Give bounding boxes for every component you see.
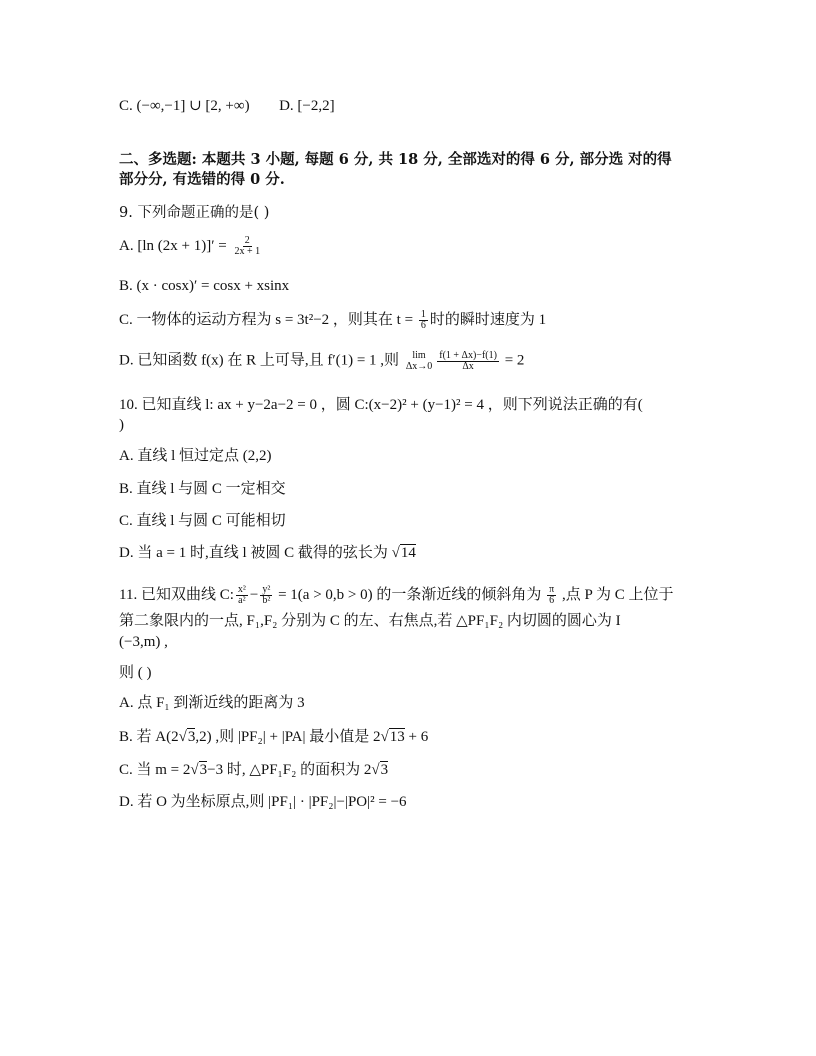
q9-c-num: 1 bbox=[420, 309, 426, 321]
q11-stem-mid: = 1(a > 0,b > 0) 的一条渐近线的倾斜角为 bbox=[274, 587, 546, 603]
q11-option-b: B. 若 A(2√3,2) ,则 |PF₂| + |PA| 最小值是 2√13 + 6 bbox=[119, 729, 429, 745]
q8-option-d: D. [−2,2] bbox=[279, 98, 335, 114]
q9-c-text: C. 一物体的运动方程为 s = 3t²−2 ，则其在 t = bbox=[119, 312, 417, 328]
q11-y-den: b² bbox=[262, 595, 271, 607]
q11-angle-den: 6 bbox=[549, 595, 555, 607]
q11-c-sqrt-2: 3 bbox=[380, 762, 389, 778]
q9-d-text: D. 已知函数 f(x) 在 R 上可导,且 f′(1) = 1 ,则 bbox=[119, 352, 403, 369]
q11-angle-num: π bbox=[549, 584, 555, 596]
q9-c-post: 时的瞬时速度为 1 bbox=[429, 312, 547, 328]
q11-b-pre: B. 若 A(2 bbox=[119, 729, 179, 745]
q9-a-fraction bbox=[232, 236, 262, 257]
q11-c-pre: C. 当 m = 2 bbox=[119, 762, 191, 778]
q11-c-mid: −3 时, △PF₁F₂ 的面积为 2 bbox=[207, 762, 372, 778]
q10-option-d: D. 当 a = 1 时,直线 l 被圆 C 截得的弦长为 √14 bbox=[119, 545, 416, 561]
q11-b-post: + 6 bbox=[404, 729, 429, 745]
q11-x-den: a² bbox=[238, 595, 246, 607]
q11-stem-line-2: 第二象限内的一点, F₁,F₂ 分别为 C 的左、右焦点,若 △PF₁F₂ 内切圆的圆心为 I bbox=[119, 613, 621, 629]
q9-a-den: 2x + 1 bbox=[234, 246, 261, 258]
q9-d-lim: lim bbox=[412, 350, 426, 361]
q9-a-num: 2 bbox=[244, 235, 250, 247]
q10-stem-line-2: ) bbox=[119, 417, 124, 433]
q11-option-d: D. 若 O 为坐标原点,则 |PF₁| · |PF₂|−|PO|² = −6 bbox=[119, 794, 407, 810]
q9-stem: 9. 下列命题正确的是( ) bbox=[119, 205, 270, 221]
q11-option-a: A. 点 F₁ 到渐近线的距离为 3 bbox=[119, 695, 305, 711]
q9-c-fraction bbox=[419, 310, 428, 331]
q9-d-num: f(1 + Δx)−f(1) bbox=[439, 349, 497, 361]
q10-option-b: B. 直线 l 与圆 C 一定相交 bbox=[119, 481, 286, 497]
q8-option-c: C. (−∞,−1] ∪ [2, +∞) bbox=[119, 98, 250, 114]
section-heading-line-1: 二、多选题: 本题共 3 小题, 每题 6 分, 共 18 分, 全部选对的得 6 分, 部分选 对的得 bbox=[119, 151, 672, 168]
q9-option-d bbox=[119, 350, 524, 372]
q11-stem-line-1: 11. 已知双曲线 C: $\frac{\text{x²}}{\text{a²}}$ − $\frac{\text{y²}}{\text{b²}}$ = 1(a > 0,b > 0) 的一条渐近线的倾斜角为 $\frac{\pi}{6}$ ,点 P 为 C 上位于 bbox=[119, 584, 674, 607]
q9-option-c bbox=[119, 310, 546, 331]
q9-d-den: Δx bbox=[462, 360, 474, 372]
q9-c-den: 6 bbox=[420, 320, 426, 332]
section-heading-line-2: 部分分, 有选错的得 0 分. bbox=[119, 171, 285, 188]
q9-d-post: = 2 bbox=[500, 352, 525, 369]
q11-x-fraction bbox=[236, 585, 248, 606]
q9-a-text: A. [ln (2x + 1)]′ = bbox=[119, 238, 231, 254]
q11-x-num: x² bbox=[237, 584, 246, 596]
q9-option-b: B. (x · cosx)′ = cosx + xsinx bbox=[119, 278, 290, 294]
q10-d-sqrt: 14 bbox=[400, 545, 416, 561]
q11-angle-fraction bbox=[547, 585, 556, 606]
q9-d-limit bbox=[406, 350, 432, 372]
q11-stem-post: ,点 P 为 C 上位于 bbox=[558, 587, 674, 603]
q8-options-tail bbox=[119, 96, 335, 116]
q9-option-a bbox=[119, 236, 264, 257]
q10-option-c: C. 直线 l 与圆 C 可能相切 bbox=[119, 513, 286, 529]
q11-stem-line-3: (−3,m) , bbox=[119, 634, 168, 650]
q10-option-a: A. 直线 l 恒过定点 (2,2) bbox=[119, 448, 272, 464]
q11-b-sqrt-1: 3 bbox=[187, 729, 196, 745]
q9-d-fraction bbox=[437, 351, 499, 372]
q11-b-sqrt-2: 13 bbox=[389, 729, 405, 745]
q11-c-sqrt-1: 3 bbox=[199, 762, 208, 778]
q11-option-c: C. 当 m = 2√3−3 时, △PF₁F₂ 的面积为 2√3 bbox=[119, 762, 389, 778]
q9-d-sub: Δx→0 bbox=[405, 361, 433, 372]
q11-y-fraction bbox=[260, 585, 272, 606]
q11-stem-pre: 11. 已知双曲线 C: bbox=[119, 587, 234, 603]
q11-y-num: y² bbox=[262, 584, 271, 596]
q11-stem-line-4: 则 ( ) bbox=[119, 665, 152, 681]
q10-stem-line-1: 10. 已知直线 l: ax + y−2a−2 = 0 ，圆 C:(x−2)² + (y−1)² = 4 ，则下列说法正确的有( bbox=[119, 397, 643, 413]
q10-d-text: D. 当 a = 1 时,直线 l 被圆 C 截得的弦长为 bbox=[119, 545, 392, 561]
q11-b-mid: ,2) ,则 |PF₂| + |PA| 最小值是 2 bbox=[195, 729, 381, 745]
